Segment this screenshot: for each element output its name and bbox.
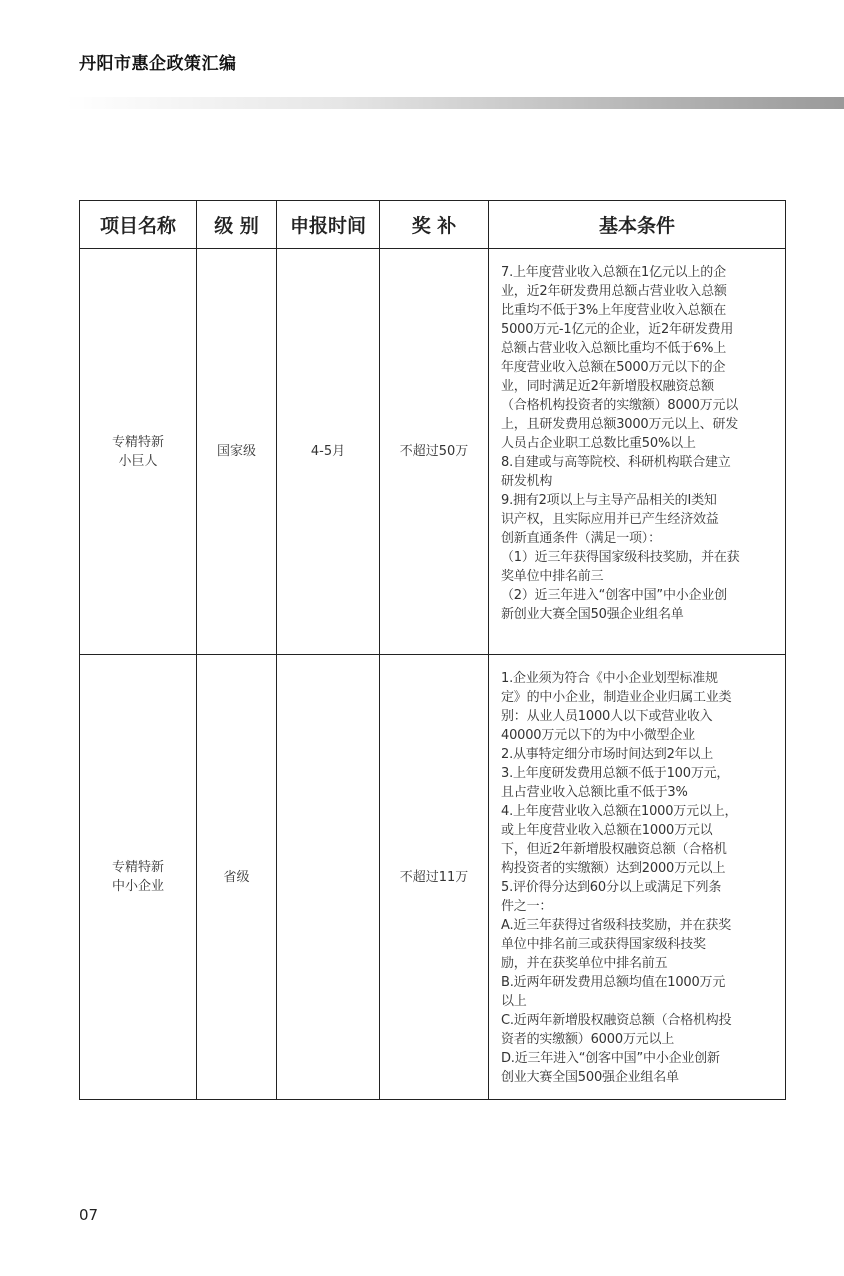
policy-table	[79, 200, 786, 1100]
time-cell: 4-5月	[277, 249, 380, 655]
condition-line: 件之一：	[501, 899, 553, 914]
condition-line: （2）近三年进入“创客中国”中小企业创	[501, 588, 727, 603]
project-name-line: 中小企业	[111, 879, 164, 894]
level-cell: 省级	[197, 655, 277, 1100]
condition-line: 或上年度营业收入总额在1000万元以	[501, 823, 713, 838]
condition-line: 2.从事特定细分市场时间达到2年以上	[501, 747, 714, 762]
condition-line: 创业大赛全国500强企业组名单	[501, 1070, 679, 1085]
reward-cell: 不超过11万	[380, 655, 489, 1100]
condition-line: 下，但近2年新增股权融资总额（合格机	[501, 842, 727, 857]
condition-line: 识产权，且实际应用并已产生经济效益	[501, 512, 719, 527]
conditions-cell	[489, 655, 786, 1100]
project-name-cell	[80, 655, 197, 1100]
condition-line: （1）近三年获得国家级科技奖励，并在获	[501, 550, 740, 565]
condition-line: 研发机构	[501, 474, 553, 489]
condition-line: D.近三年进入“创客中国”中小企业创新	[501, 1051, 720, 1066]
document-title: 丹阳市惠企政策汇编	[79, 54, 237, 74]
condition-line: 4.上年度营业收入总额在1000万元以上，	[501, 804, 738, 819]
conditions-cell	[489, 249, 786, 655]
column-header-conditions: 基本条件	[489, 201, 786, 249]
condition-line: 7.上年度营业收入总额在1亿元以上的企	[501, 265, 726, 280]
condition-line: 比重均不低于3%上年度营业收入总额在	[501, 303, 727, 318]
condition-line: 5.评价得分达到60分以上或满足下列条	[501, 880, 722, 895]
column-header-time: 申报时间	[277, 201, 380, 249]
reward-cell: 不超过50万	[380, 249, 489, 655]
condition-line: 别：从业人员1000人以下或营业收入	[501, 709, 713, 724]
column-header-name: 项目名称	[80, 201, 197, 249]
project-name-cell	[80, 249, 197, 655]
table-row	[80, 655, 786, 1100]
condition-line: 构投资者的实缴额）达到2000万元以上	[501, 861, 726, 876]
condition-line: 定》的中小企业，制造业企业归属工业类	[501, 690, 732, 705]
condition-line: （合格机构投资者的实缴额）8000万元以	[501, 398, 739, 413]
condition-line: B.近两年研发费用总额均值在1000万元	[501, 975, 726, 990]
condition-line: 业，同时满足近2年新增股权融资总额	[501, 379, 714, 394]
table-row	[80, 249, 786, 655]
condition-line: 总额占营业收入总额比重均不低于6%上	[501, 341, 727, 356]
condition-line: 以上	[501, 994, 527, 1009]
time-cell	[277, 655, 380, 1100]
column-header-reward: 奖 补	[380, 201, 489, 249]
level-cell: 国家级	[197, 249, 277, 655]
project-name-line: 专精特新	[111, 860, 164, 875]
condition-line: 40000万元以下的为中小微型企业	[501, 728, 695, 743]
page-number: 07	[79, 1206, 99, 1224]
condition-line: 且占营业收入总额比重不低于3%	[501, 785, 688, 800]
condition-line: 资者的实缴额）6000万元以上	[501, 1032, 675, 1047]
condition-line: 单位中排名前三或获得国家级科技奖	[501, 937, 706, 952]
column-header-level: 级 别	[197, 201, 277, 249]
condition-line: 业，近2年研发费用总额占营业收入总额	[501, 284, 727, 299]
condition-line: A.近三年获得过省级科技奖励，并在获奖	[501, 918, 731, 933]
condition-line: 3.上年度研发费用总额不低于100万元，	[501, 766, 730, 781]
condition-line: 创新直通条件（满足一项）：	[501, 531, 661, 546]
condition-line: 上，且研发费用总额3000万元以上、研发	[501, 417, 739, 432]
condition-line: 5000万元-1亿元的企业，近2年研发费用	[501, 322, 734, 337]
condition-line: 年度营业收入总额在5000万元以下的企	[501, 360, 726, 375]
project-name-line: 专精特新	[111, 434, 164, 450]
condition-line: C.近两年新增股权融资总额（合格机构投	[501, 1013, 732, 1028]
condition-line: 新创业大赛全国50强企业组名单	[501, 607, 684, 622]
condition-line: 8.自建或与高等院校、科研机构联合建立	[501, 455, 731, 470]
project-name-line: 小巨人	[118, 453, 158, 469]
condition-line: 9.拥有2项以上与主导产品相关的I类知	[501, 493, 717, 508]
condition-line: 奖单位中排名前三	[501, 569, 604, 584]
table-header-row	[80, 201, 786, 249]
header-gradient-bar	[66, 97, 844, 109]
condition-line: 人员占企业职工总数比重50%以上	[501, 436, 696, 451]
condition-line: 励，并在获奖单位中排名前五	[501, 956, 668, 971]
condition-line: 1.企业须为符合《中小企业划型标准规	[501, 671, 718, 686]
